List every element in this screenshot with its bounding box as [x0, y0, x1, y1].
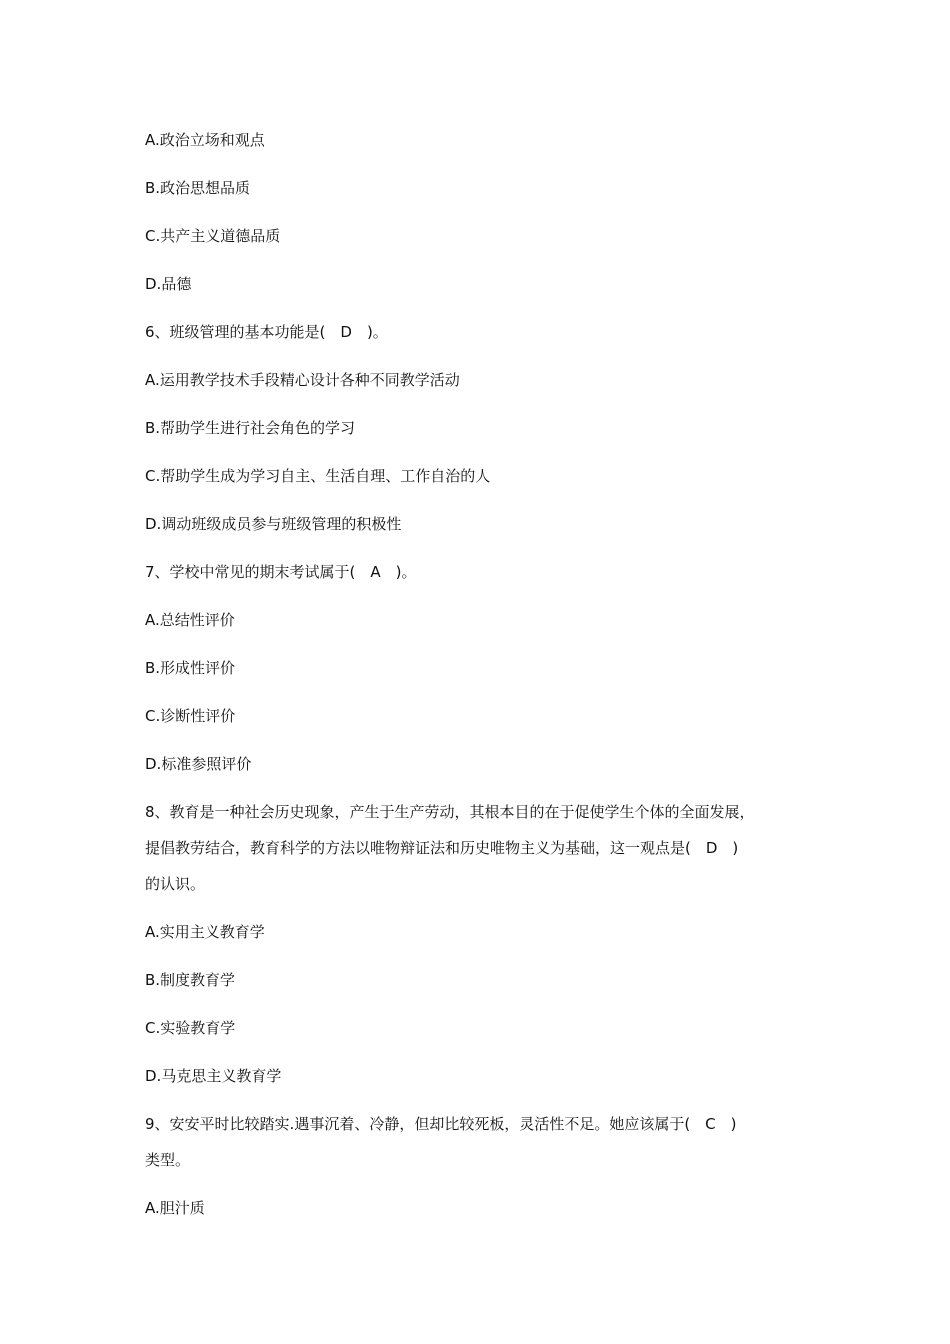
option-line: C.帮助学生成为学习自主、生活自理、工作自治的人	[145, 467, 491, 485]
option-line: A.政治立场和观点	[145, 131, 265, 149]
question-9-line-2: 类型。	[145, 1151, 191, 1169]
question-9-line-1: 9、安安平时比较踏实.遇事沉着、冷静，但却比较死板，灵活性不足。她应该属于( C )	[145, 1115, 737, 1133]
option-line: D.品德	[145, 275, 192, 293]
option-line: A.实用主义教育学	[145, 923, 265, 941]
question-8-line-1: 8、教育是一种社会历史现象，产生于生产劳动，其根本目的在于促使学生个体的全面发展，	[145, 803, 755, 821]
option-line: D.标准参照评价	[145, 755, 252, 773]
option-line: B.政治思想品质	[145, 179, 251, 197]
option-line: D.马克思主义教育学	[145, 1067, 282, 1085]
question-7: 7、学校中常见的期末考试属于( A )。	[145, 563, 417, 581]
question-8-line-3: 的认识。	[145, 875, 206, 893]
option-line: C.共产主义道德品质	[145, 227, 281, 245]
option-line: B.形成性评价	[145, 659, 236, 677]
option-line: B.制度教育学	[145, 971, 236, 989]
option-line: D.调动班级成员参与班级管理的积极性	[145, 515, 402, 533]
option-line: A.胆汁质	[145, 1199, 205, 1217]
option-line: A.运用教学技术手段精心设计各种不同教学活动	[145, 371, 460, 389]
option-line: C.诊断性评价	[145, 707, 236, 725]
option-line: A.总结性评价	[145, 611, 235, 629]
option-line: B.帮助学生进行社会角色的学习	[145, 419, 356, 437]
question-8-line-2: 提倡教劳结合，教育科学的方法以唯物辩证法和历史唯物主义为基础，这一观点是( D )	[145, 839, 739, 857]
question-6: 6、班级管理的基本功能是( D )。	[145, 323, 388, 341]
option-line: C.实验教育学	[145, 1019, 236, 1037]
